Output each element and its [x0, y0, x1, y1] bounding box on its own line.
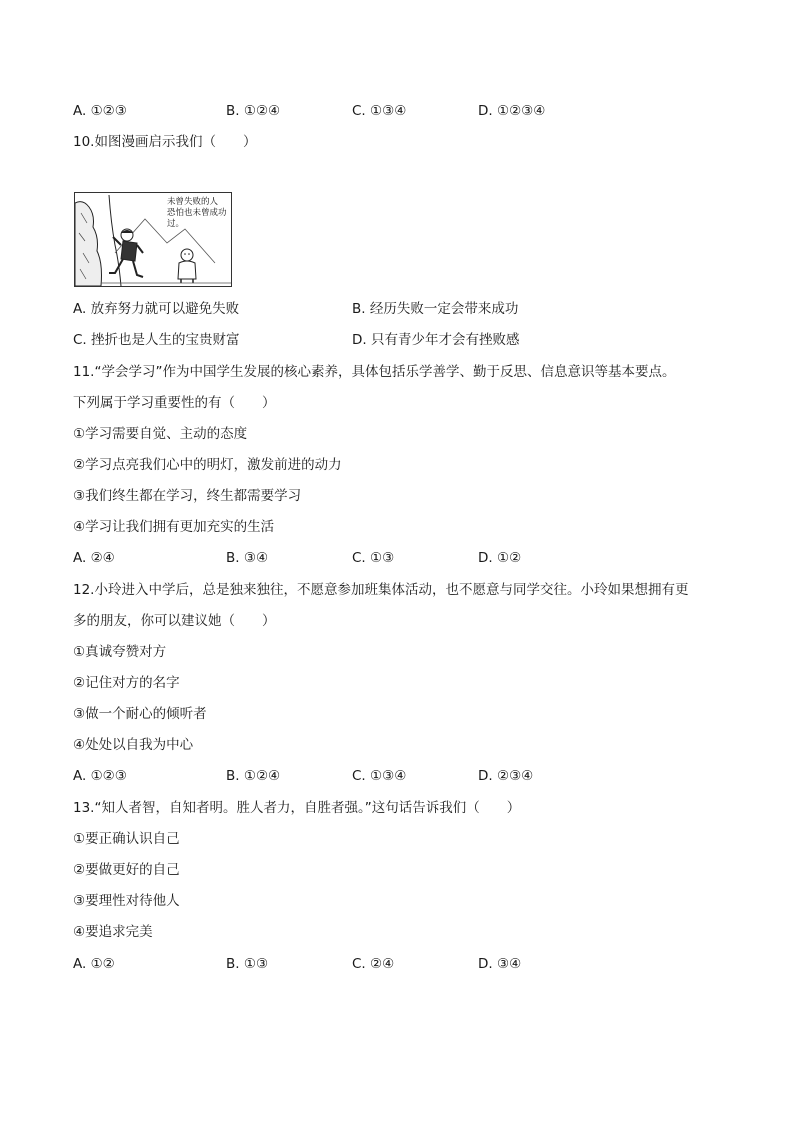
q11-option-b[interactable]: B. ③④ — [226, 550, 269, 566]
q11-option-c[interactable]: C. ①③ — [352, 550, 395, 566]
q9-option-d[interactable]: D. ①②③④ — [478, 103, 546, 119]
q12-option-c[interactable]: C. ①③④ — [352, 768, 407, 784]
q12-stem-line-2: 多的朋友，你可以建议她（ ） — [73, 613, 276, 629]
q10-options-row-1 — [73, 299, 753, 319]
q10-option-b[interactable]: B. 经历失败一定会带来成功 — [352, 301, 519, 317]
q11-item-3: ③我们终生都在学习，终生都需要学习 — [73, 488, 302, 504]
q11-option-a[interactable]: A. ②④ — [73, 550, 115, 566]
q13-options — [73, 954, 753, 974]
q13-item-4: ④要追求完美 — [73, 924, 153, 940]
q12-option-a[interactable]: A. ①②③ — [73, 768, 127, 784]
q9-option-b[interactable]: B. ①②④ — [226, 103, 281, 119]
q12-item-1: ①真诚夸赞对方 — [73, 644, 167, 660]
q11-item-2: ②学习点亮我们心中的明灯，激发前进的动力 — [73, 457, 342, 473]
q13-item-3: ③要理性对待他人 — [73, 893, 180, 909]
comic-caption — [167, 197, 231, 230]
q13-option-a[interactable]: A. ①② — [73, 956, 115, 972]
q13-option-d[interactable]: D. ③④ — [478, 956, 522, 972]
q10-stem: 10.如图漫画启示我们（ ） — [73, 134, 257, 150]
comic-caption-line-1: 未曾失败的人 — [167, 197, 219, 207]
q13-item-2: ②要做更好的自己 — [73, 862, 180, 878]
q12-stem-line-1: 12.小玲进入中学后，总是独来独往，不愿意参加班集体活动，也不愿意与同学交往。小玲如果想拥有更 — [73, 582, 689, 598]
q13-item-1: ①要正确认识自己 — [73, 831, 180, 847]
q10-option-a[interactable]: A. 放弃努力就可以避免失败 — [73, 301, 240, 317]
q11-stem-line-2: 下列属于学习重要性的有（ ） — [73, 395, 276, 411]
q10-comic-image — [74, 192, 232, 287]
q10-options-row-2 — [73, 330, 753, 350]
q13-option-c[interactable]: C. ②④ — [352, 956, 395, 972]
q9-option-a[interactable]: A. ①②③ — [73, 103, 127, 119]
q9-option-c[interactable]: C. ①③④ — [352, 103, 407, 119]
q12-options — [73, 766, 753, 786]
q13-option-b[interactable]: B. ①③ — [226, 956, 269, 972]
q12-item-4: ④处处以自我为中心 — [73, 737, 194, 753]
comic-caption-line-2: 恐怕也未曾成功过。 — [167, 208, 227, 229]
q10-option-d[interactable]: D. 只有青少年才会有挫败感 — [352, 332, 520, 348]
q11-item-4: ④学习让我们拥有更加充实的生活 — [73, 519, 275, 535]
q11-stem-line-1: 11.“学会学习”作为中国学生发展的核心素养，具体包括乐学善学、勤于反思、信息意识等基本要点。 — [73, 364, 676, 380]
q11-item-1: ①学习需要自觉、主动的态度 — [73, 426, 248, 442]
q13-stem: 13.“知人者智，自知者明。胜人者力，自胜者强。”这句话告诉我们（ ） — [73, 800, 521, 816]
q12-item-2: ②记住对方的名字 — [73, 675, 180, 691]
q12-item-3: ③做一个耐心的倾听者 — [73, 706, 207, 722]
q11-option-d[interactable]: D. ①② — [478, 550, 522, 566]
q10-option-c[interactable]: C. 挫折也是人生的宝贵财富 — [73, 332, 240, 348]
q9-options — [73, 101, 753, 121]
q11-options — [73, 548, 753, 568]
q12-option-b[interactable]: B. ①②④ — [226, 768, 281, 784]
q12-option-d[interactable]: D. ②③④ — [478, 768, 534, 784]
